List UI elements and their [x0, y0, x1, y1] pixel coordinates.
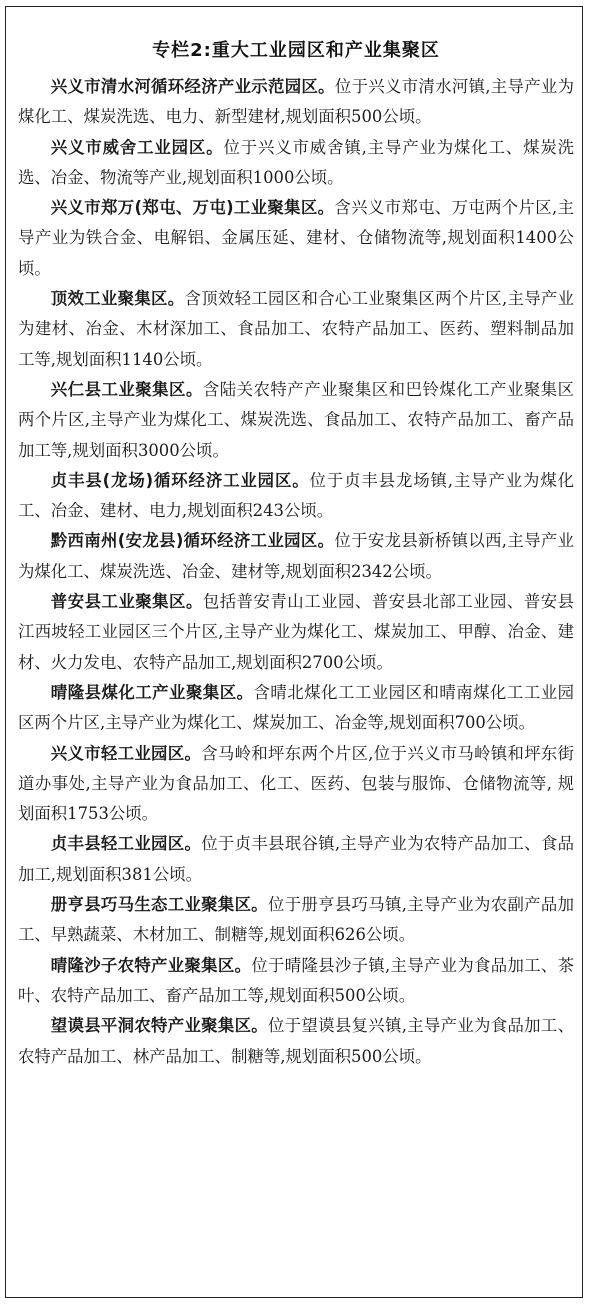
list-item: [18, 678, 574, 739]
park-description: 位于晴隆县沙子镇,主导产业为食品加工、茶叶、农特产品加工、畜产品加工等,规划面积500公顷。: [18, 955, 574, 1005]
column-title: 专栏2:重大工业园区和产业集聚区: [152, 40, 440, 61]
list-item: [18, 72, 574, 133]
park-name: 晴隆沙子农特产业聚集区。: [50, 955, 252, 975]
park-name: 兴义市轻工业园区。: [50, 743, 202, 763]
list-item: [18, 1011, 574, 1072]
park-description: 位于册亨县巧马镇,主导产业为农副产品加工、早熟蔬菜、木材加工、制糖等,规划面积626公顷。: [18, 895, 574, 945]
park-name: 黔西南州(安龙县)循环经济工业园区。: [50, 531, 335, 551]
park-description: 位于安龙县新桥镇以西,主导产业为煤化工、煤炭洗选、冶金、建材等,规划面积2342公顷。: [18, 531, 574, 581]
park-name: 兴义市清水河循环经济产业示范园区。: [50, 77, 335, 96]
park-description: 包括普安青山工业园、普安县北部工业园、普安县江西坡轻工业园区三个片区,主导产业为煤化工、煤炭加工、甲醇、冶金、建材、火力发电、农特产品加工,规划面积2700公顷。: [18, 592, 575, 672]
list-item: [18, 829, 574, 890]
list-item: [18, 951, 574, 1012]
park-description: 含马岭和坪东两个片区,位于兴义市马岭镇和坪东街道办事处,主导产业为食品加工、化工、医药、包装与服饰、仓储物流等, 规划面积1753公顷。: [18, 743, 574, 824]
park-description: 位于兴义市清水河镇,主导产业为煤化工、煤炭洗选、电力、新型建材,规划面积500公顷。: [18, 77, 574, 127]
park-name: 顶效工业聚集区。: [50, 289, 185, 309]
entry-list: [18, 72, 574, 1072]
park-description: 位于望谟县复兴镇,主导产业为食品加工、农特产品加工、林产品加工、制糖等,规划面积500公顷。: [18, 1016, 574, 1066]
list-item: [18, 890, 574, 951]
park-name: 兴仁县工业聚集区。: [50, 379, 203, 399]
list-item: [18, 284, 574, 375]
park-description: 含顶效轻工园区和合心工业聚集区两个片区,主导产业为建材、冶金、木材深加工、食品加工、农特产品加工、医药、塑料制品加工等,规划面积1140公顷。: [18, 289, 575, 369]
park-description: 含晴北煤化工工业园区和晴南煤化工工业园区两个片区,主导产业为煤化工、煤炭加工、冶金等,规划面积700公顷。: [18, 682, 575, 733]
park-name: 普安县工业聚集区。: [50, 592, 203, 612]
park-description: 含陆关农特产产业聚集区和巴铃煤化工产业聚集区两个片区,主导产业为煤化工、煤炭洗选、食品加工、农特产品加工、畜产品加工等,规划面积3000公顷。: [18, 379, 575, 460]
list-item: [18, 133, 574, 194]
park-description: 位于贞丰县珉谷镇,主导产业为农特产品加工、食品加工,规划面积381公顷。: [18, 834, 574, 884]
list-item: [18, 466, 574, 527]
list-item: [18, 375, 574, 466]
park-name: 贞丰县轻工业园区。: [50, 834, 202, 854]
list-item: [18, 739, 574, 830]
list-item: [18, 587, 574, 678]
park-description: 位于贞丰县龙场镇,主导产业为煤化工、冶金、建材、电力,规划面积243公顷。: [18, 470, 574, 521]
list-item: [18, 526, 574, 587]
park-name: 贞丰县(龙场)循环经济工业园区。: [50, 470, 310, 490]
park-name: 晴隆县煤化工产业聚集区。: [50, 682, 254, 702]
park-name: 兴义市郑万(郑屯、万屯)工业聚集区。: [50, 198, 335, 218]
list-item: [18, 193, 574, 284]
park-name: 兴义市威舍工业园区。: [50, 137, 224, 157]
park-name: 望谟县平洞农特产业聚集区。: [50, 1016, 269, 1036]
park-description: 位于兴义市威舍镇,主导产业为煤化工、煤炭洗选、冶金、物流等产业,规划面积1000公顷。: [18, 137, 575, 187]
park-name: 册亨县巧马生态工业聚集区。: [50, 895, 269, 915]
park-description: 含兴义市郑屯、万屯两个片区,主导产业为铁合金、电解铝、金属压延、建材、仓储物流等,规划面积1400公顷。: [18, 198, 574, 278]
